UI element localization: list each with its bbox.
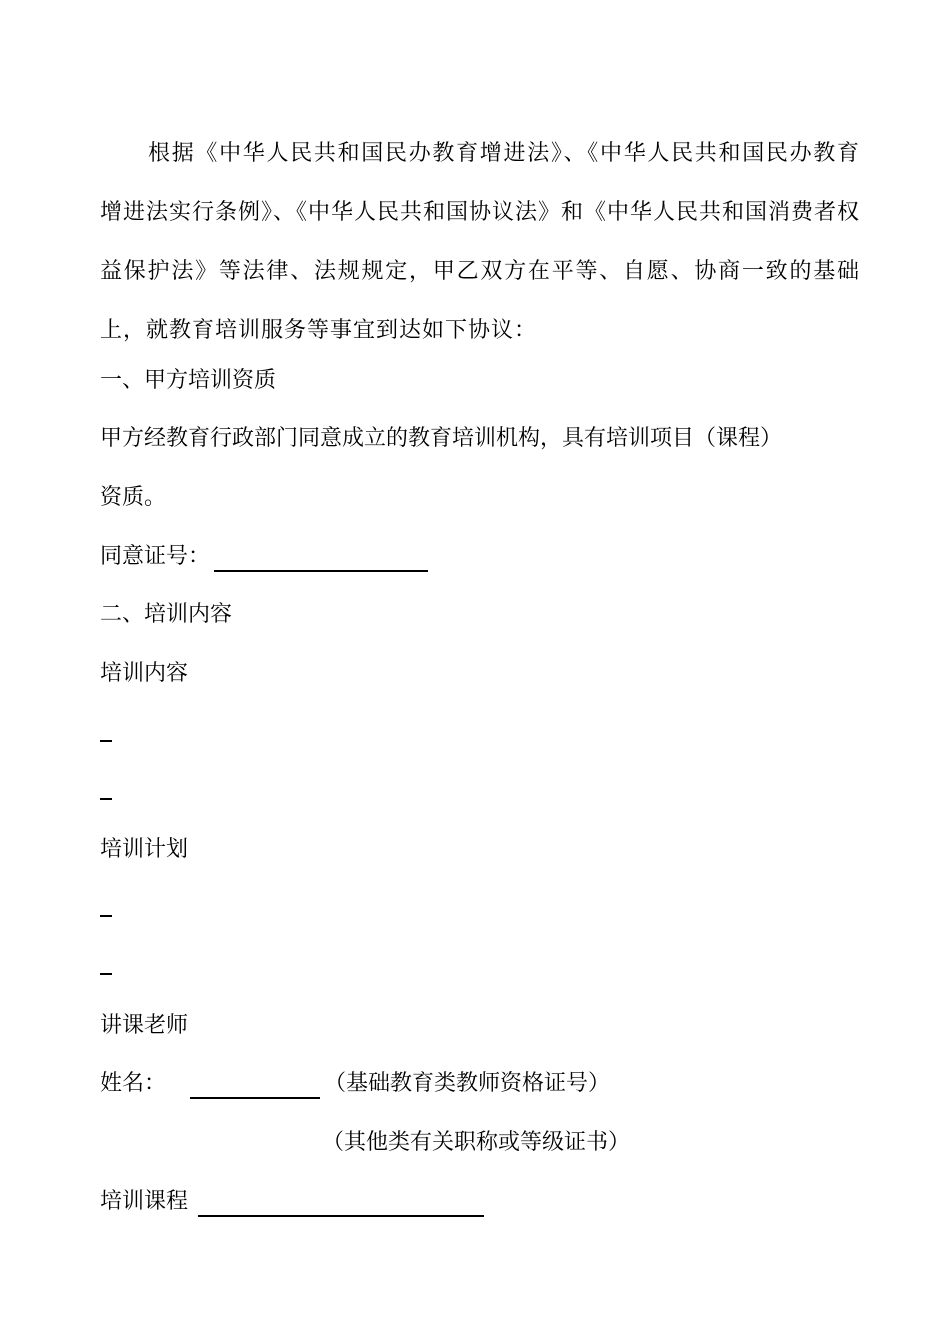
course-blank[interactable] [198, 1191, 484, 1217]
course-row [100, 1187, 484, 1217]
content-blank-2[interactable] [100, 778, 112, 809]
course-label: 培训课程 [100, 1189, 189, 1214]
approval-number-blank[interactable] [214, 546, 428, 572]
blank-dash [100, 720, 112, 742]
blank-dash [100, 895, 112, 917]
basic-cert-note: （基础教育类教师资格证号） [324, 1071, 611, 1096]
content-label: 培训内容 [100, 661, 189, 686]
teacher-label: 讲课老师 [100, 1013, 189, 1038]
teacher-name-row [100, 1069, 610, 1099]
name-label: 姓名： [100, 1071, 167, 1096]
content-blank-1[interactable] [100, 720, 112, 751]
section1-body-line2: 资质。 [100, 485, 167, 510]
intro-paragraph: 根据《中华人民共和国民办教育增进法》、《中华人民共和国民办教育增进法实行条例》、《中华人民共和国协议法》和《中华人民共和国消费者权益保护法》等法律、法规规定，甲乙双方在平等、自愿、协商一致的基础上，就教育培训服务等事宜到达如下协议： [100, 141, 861, 343]
other-cert-note: （其他类有关职称或等级证书） [322, 1130, 631, 1155]
section2-heading: 二、培训内容 [100, 602, 233, 627]
blank-dash [100, 953, 112, 975]
plan-blank-1[interactable] [100, 895, 112, 926]
blank-dash [100, 778, 112, 800]
section1-body-line1: 甲方经教育行政部门同意成立的教育培训机构，具有培训项目（课程） [100, 426, 783, 451]
approval-label: 同意证号： [100, 544, 211, 569]
teacher-name-blank[interactable] [190, 1073, 320, 1099]
section1-heading: 一、甲方培训资质 [100, 368, 277, 393]
approval-row [100, 542, 428, 572]
plan-blank-2[interactable] [100, 953, 112, 984]
plan-label: 培训计划 [100, 837, 189, 862]
